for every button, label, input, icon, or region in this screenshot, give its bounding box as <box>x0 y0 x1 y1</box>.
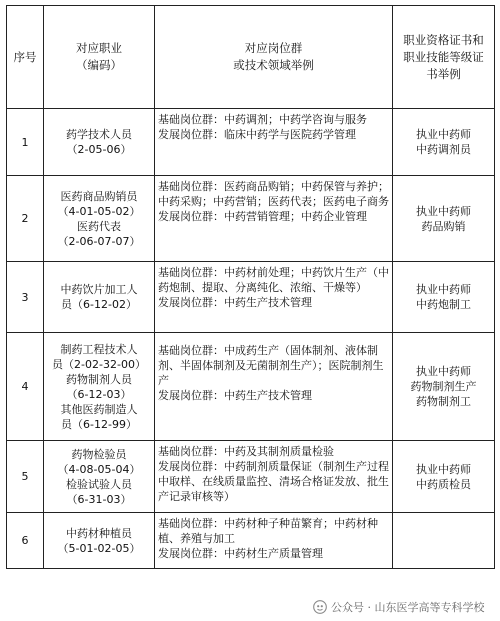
occupation-cell: 药学技术人员 （2-05-06） <box>44 109 155 176</box>
table-row <box>7 262 495 333</box>
header-certificate: 职业资格证书和 职业技能等级证 书举例 <box>393 6 495 109</box>
occupation-cell: 医药商品购销员 （4-01-05-02） 医药代表 （2-06-07-07） <box>44 176 155 262</box>
row-number: 4 <box>7 333 44 441</box>
position-cell: 基础岗位群：中药材前处理；中药饮片生产（中药炮制、提取、分离纯化、浓缩、干燥等） 发展岗位群：中药生产技术管理 <box>155 262 393 333</box>
table-header-row <box>7 6 495 109</box>
row-number: 6 <box>7 513 44 569</box>
position-cell: 基础岗位群：中药及其制剂质量检验 发展岗位群：中药制剂质量保证（制剂生产过程中取样、在线质量监控、清场合格证发放、批生产记录审核等） <box>155 441 393 513</box>
position-cell: 基础岗位群：中成药生产（固体制剂、液体制剂、半固体制剂及无菌制剂生产）；医院制剂生产 发展岗位群：中药生产技术管理 <box>155 333 393 441</box>
row-number: 2 <box>7 176 44 262</box>
certificate-cell: 执业中药师 中药质检员 <box>393 441 495 513</box>
occupation-cell: 制药工程技术人 员（2-02-32-00） 药物制剂人员 （6-12-03） 其他医药制造人 员（6-12-99） <box>44 333 155 441</box>
certificate-cell: 执业中药师 中药调剂员 <box>393 109 495 176</box>
occupation-cell: 药物检验员 （4-08-05-04） 检验试验人员 （6-31-03） <box>44 441 155 513</box>
row-number: 5 <box>7 441 44 513</box>
certificate-cell: 执业中药师 中药炮制工 <box>393 262 495 333</box>
certificate-cell <box>393 513 495 569</box>
watermark <box>313 598 485 616</box>
position-cell: 基础岗位群：中药材种子种苗繁育；中药材种植、养殖与加工 发展岗位群：中药材生产质量管理 <box>155 513 393 569</box>
row-number: 3 <box>7 262 44 333</box>
header-position-group: 对应岗位群 或技术领域举例 <box>155 6 393 109</box>
certificate-table-sheet <box>6 5 494 591</box>
occupation-table <box>6 5 495 569</box>
table-row <box>7 441 495 513</box>
certificate-cell: 执业中药师 药物制剂生产 药物制剂工 <box>393 333 495 441</box>
header-number: 序号 <box>7 6 44 109</box>
watermark-text: 公众号 · 山东医学高等专科学校 <box>331 601 485 614</box>
table-row <box>7 513 495 569</box>
occupation-cell: 中药材种植员 （5-01-02-05） <box>44 513 155 569</box>
position-cell: 基础岗位群：医药商品购销；中药保管与养护；中药采购；中药营销；医药代表；医药电子商务 发展岗位群：中药营销管理；中药企业管理 <box>155 176 393 262</box>
occupation-cell: 中药饮片加工人 员（6-12-02） <box>44 262 155 333</box>
table-row <box>7 333 495 441</box>
row-number: 1 <box>7 109 44 176</box>
certificate-cell: 执业中药师 药品购销 <box>393 176 495 262</box>
position-cell: 基础岗位群：中药调剂；中药学咨询与服务 发展岗位群：临床中药学与医院药学管理 <box>155 109 393 176</box>
header-occupation: 对应职业 （编码） <box>44 6 155 109</box>
table-row <box>7 176 495 262</box>
wechat-official-account-icon <box>313 600 327 614</box>
table-row <box>7 109 495 176</box>
